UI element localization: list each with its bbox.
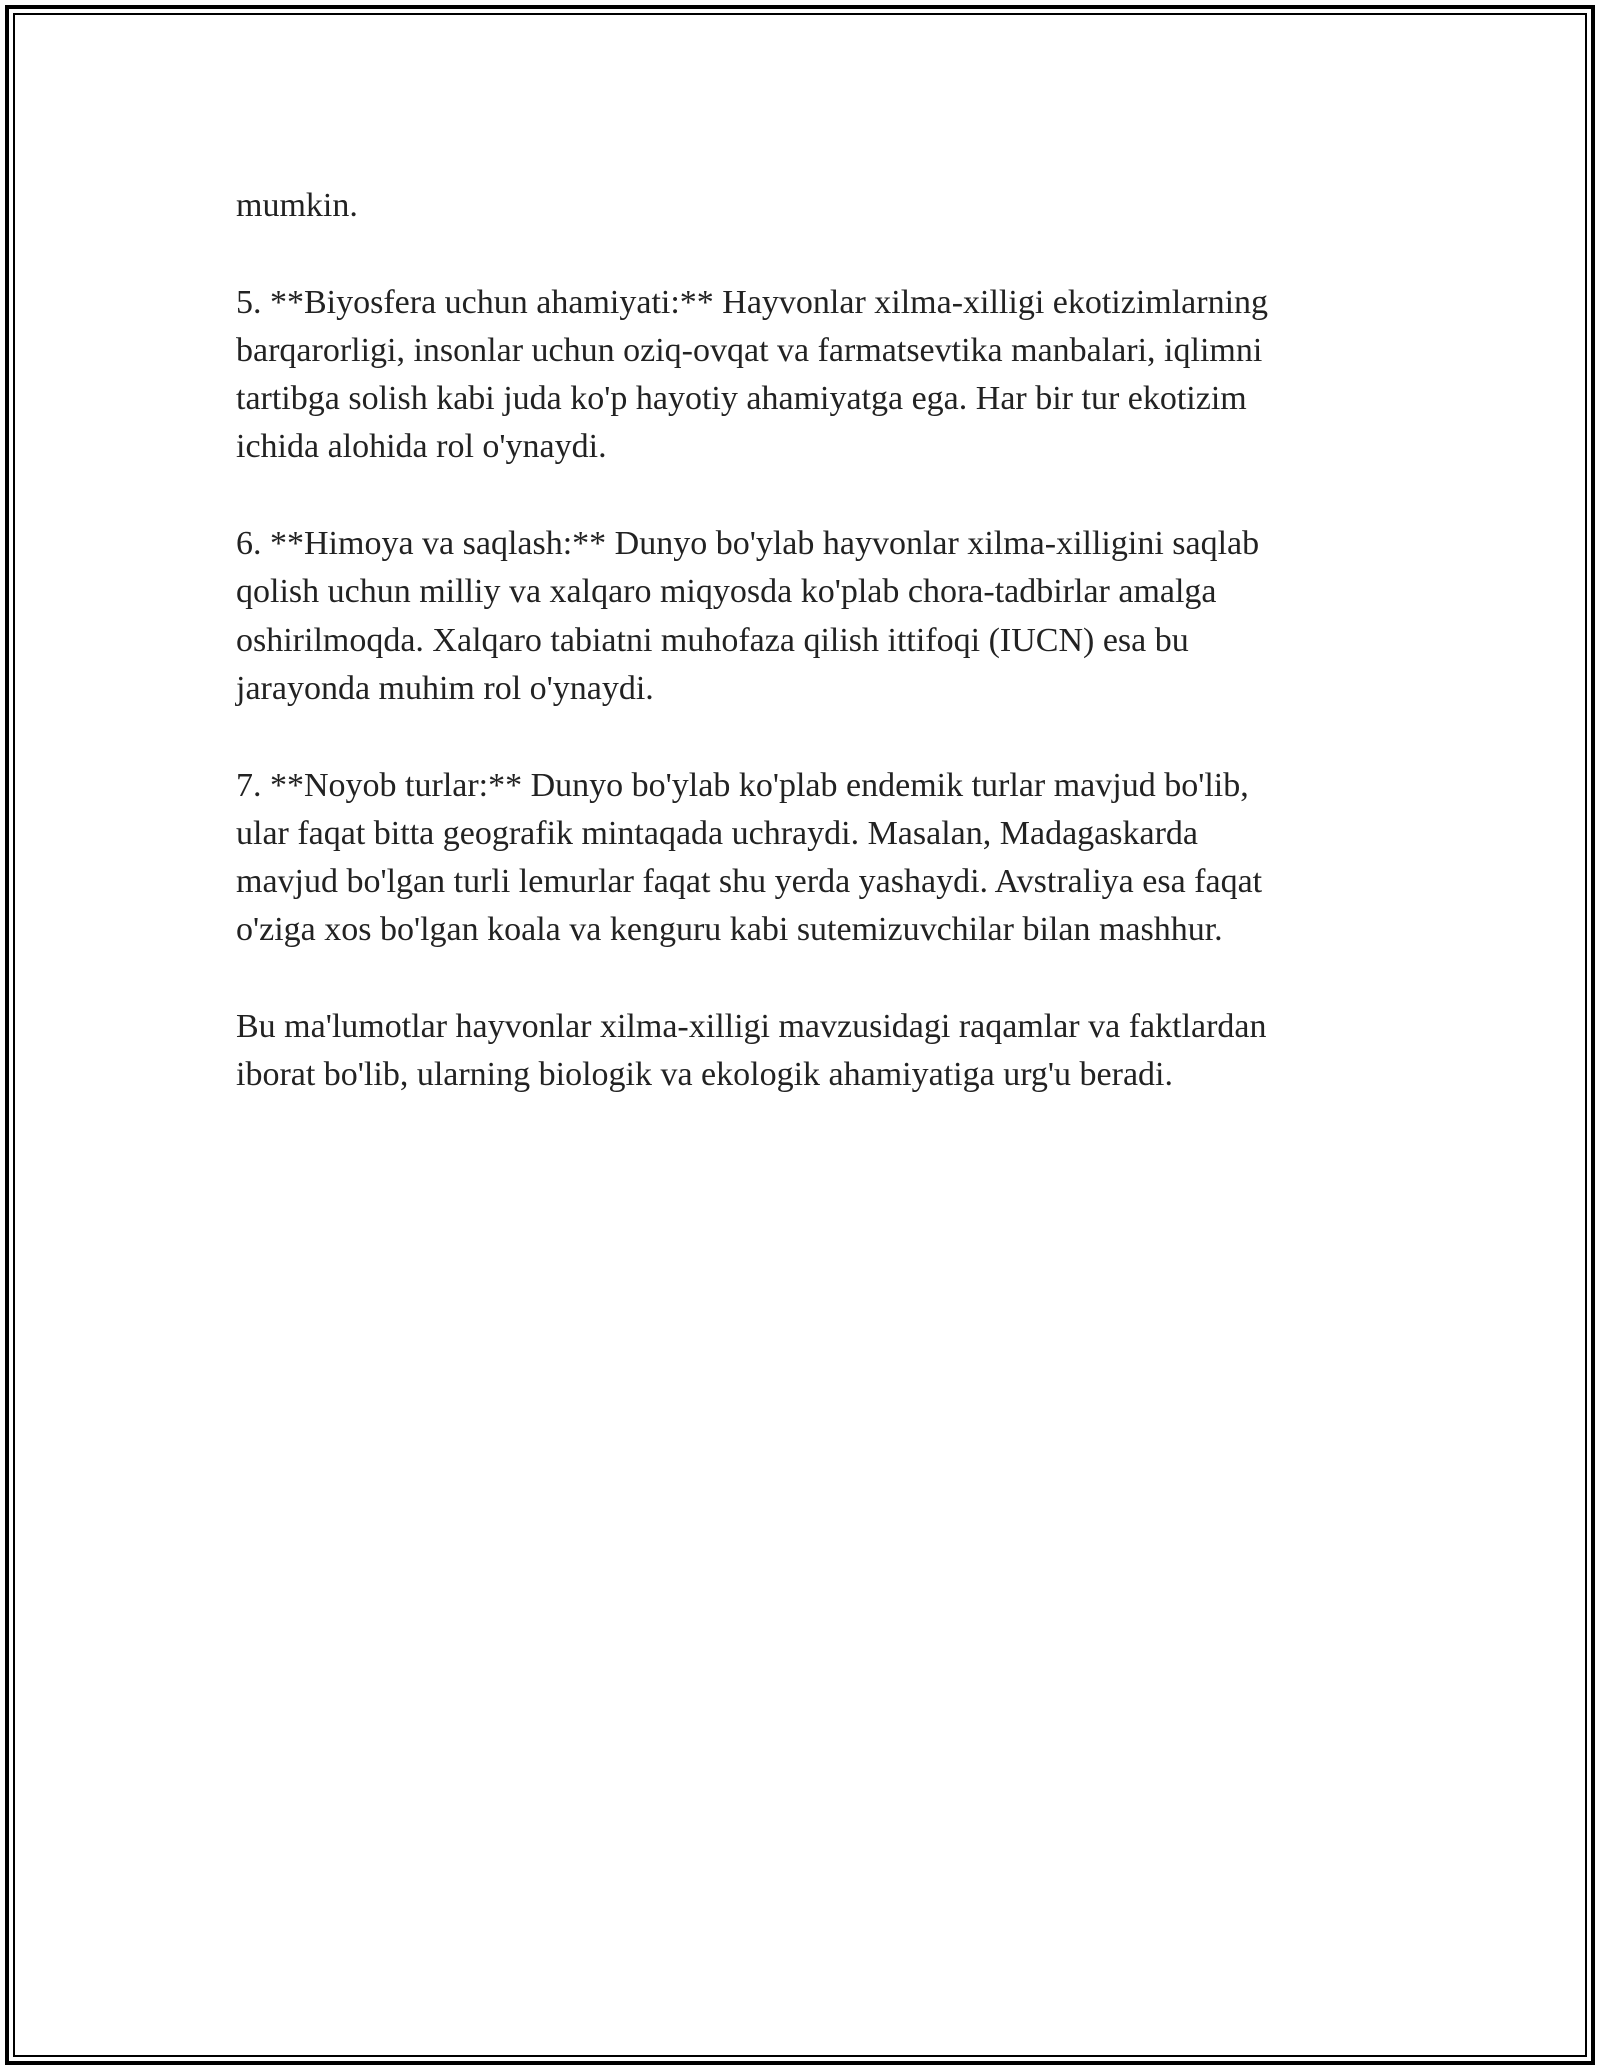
paragraph-continuation: mumkin. [236, 187, 358, 224]
paragraph-biosphere-importance: 5. **Biyosfera uchun ahamiyati:** Hayvonlar xilma-xilligi ekotizimlarning barqarorligi, insonlar uchun oziq-ovqat va farmatsevtika manbalari, iqlimni tartibga solish kabi juda ko'p hayotiy ahamiyatga ega. Har bir tur ekotizim ichida alohida rol o'ynaydi. [236, 283, 1269, 466]
paragraph-rare-species: 7. **Noyob turlar:** Dunyo bo'ylab ko'plab endemik turlar mavjud bo'lib, ular faqat bitta geografik mintaqada uchraydi. Masalan, Madagaskarda mavjud bo'lgan turli lemurlar faqat shu yerda yashaydi. Avstraliya esa faqat o'ziga xos bo'lgan koala va kenguru kabi sutemizuvchilar bilan mashhur. [236, 766, 1263, 949]
paragraph-protection-conservation: 6. **Himoya va saqlash:** Dunyo bo'ylab hayvonlar xilma-xilligini saqlab qolish uchun milliy va xalqaro miqyosda ko'plab chora-tadbirlar amalga oshirilmoqda. Xalqaro tabiatni muhofaza qilish ittifoqi (IUCN) esa bu jarayonda muhim rol o'ynaydi. [236, 525, 1260, 707]
paragraph-conclusion: Bu ma'lumotlar hayvonlar xilma-xilligi mavzusidagi raqamlar va faktlardan iborat bo'lib, ularning biologik va ekologik ahamiyatiga urg'u beradi. [236, 1008, 1267, 1094]
document-body [236, 182, 1366, 1148]
